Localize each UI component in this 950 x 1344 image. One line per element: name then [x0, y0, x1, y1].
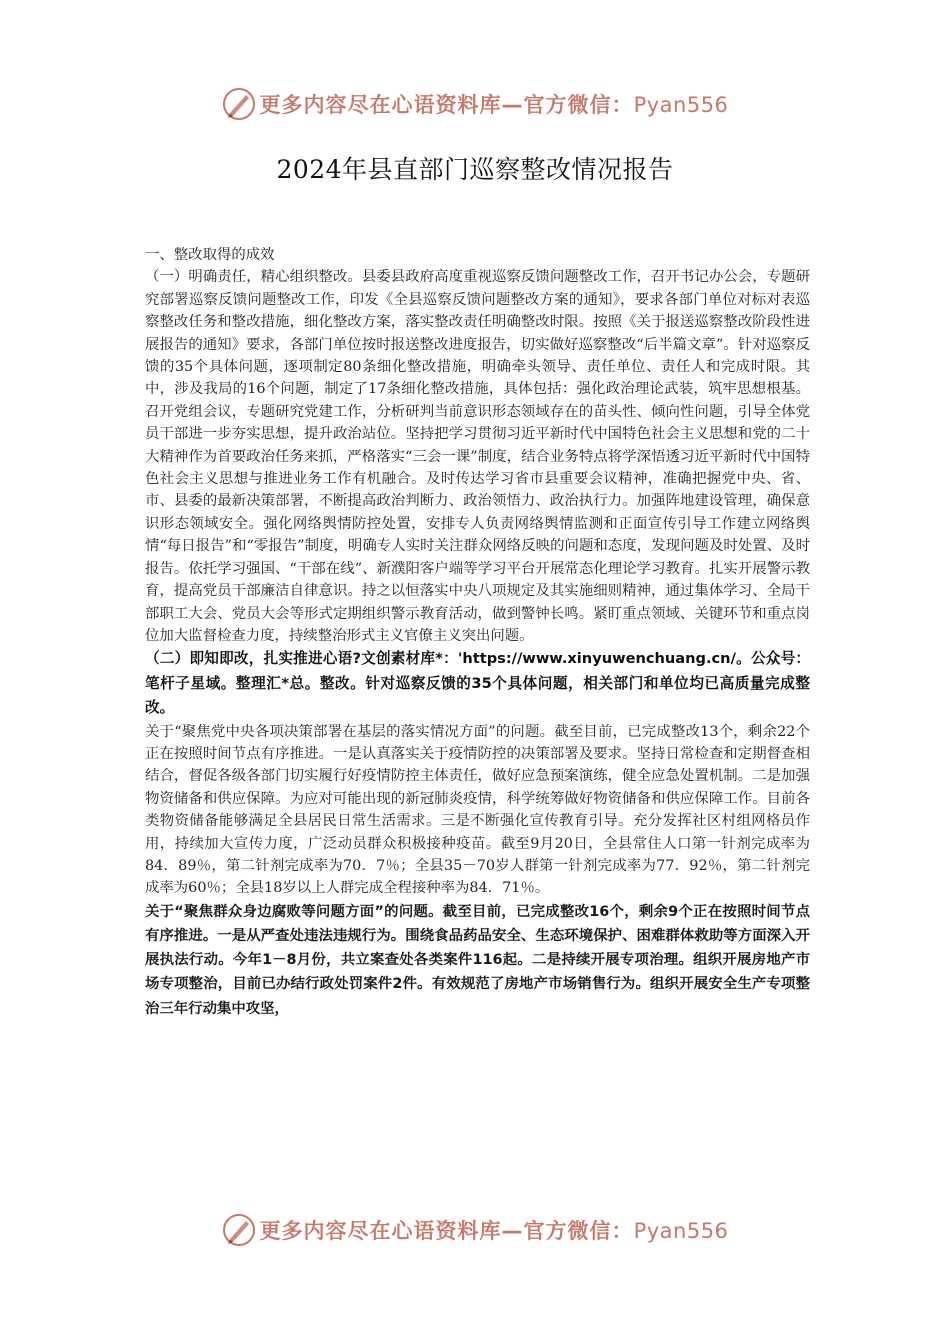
banner-wechat-id: Pyan556 [633, 1219, 729, 1243]
banner-label: 更多内容尽在心语资料库—官方微信： [259, 93, 634, 117]
pen-logo-icon [222, 1213, 256, 1247]
paragraph-grassroots-corruption: 关于“聚焦群众身边腐败等问题方面”的问题。截至目前，已完成整改16个，剩余9个正在按照时间节点有序推进。一是从严查处违法违规行为。围绕食品药品安全、生态环境保护、困难群体救助等方面深入开展执法行动。今年1－8月份，共立案查处各类案件116起。二是持续开展专项治理。组织开展房地产市场专项整治，目前已办结行政处罚案件2件。有效规范了房地产市场销售行为。组织开展安全生产专项整治三年行动集中攻坚， [145, 903, 810, 1017]
pen-logo-icon [222, 87, 256, 121]
section-heading: 一、整改取得的成效 [145, 247, 275, 263]
header-watermark-banner [0, 84, 950, 124]
paragraph-responsibility: （一）明确责任，精心组织整改。县委县政府高度重视巡察反馈问题整改工作，召开书记办公会，专题研究部署巡察反馈问题整改工作，印发《全县巡察反馈问题整改方案的通知》，要求各部门单位对标对表巡察整改任务和整改措施，细化整改方案，落实整改责任明确整改时限。按照《关于报送巡察整改阶段性进展报告的通知》要求，各部门单位按时报送整改进度报告，切实做好巡察整改“后半篇文章”。针对巡察反馈的35个具体问题，逐项制定80条细化整改措施，明确牵头领导、责任单位、责任人和完成时限。其中，涉及我局的16个问题，制定了17条细化整改措施，具体包括：强化政治理论武装，筑牢思想根基。召开党组会议，专题研究党建工作，分析研判当前意识形态领域存在的苗头性、倾向性问题，引导全体党员干部进一步夯实思想，提升政治站位。坚持把学习贯彻习近平新时代中国特色社会主义思想和党的二十大精神作为首要政治任务来抓，严格落实“三会一课”制度，结合业务特点将学深悟透习近平新时代中国特色社会主义思想与推进业务工作有机融合。及时传达学习省市县重要会议精神，准确把握党中央、省、市、县委的最新决策部署，不断提高政治判断力、政治领悟力、政治执行力。加强阵地建设管理，确保意识形态领域安全。强化网络舆情防控处置，安排专人负责网络舆情监测和正面宣传引导工作建立网络舆情“每日报告”和“零报告”制度，明确专人实时关注群众网络反映的问题和态度，发现问题及时处置、及时报告。依托学习强国、“干部在线”、新濮阳客户端等学习平台开展常态化理论学习教育。扎实开展警示教育，提高党员干部廉洁自律意识。持之以恒落实中央八项规定及其实施细则精神，通过集体学习、全局干部职工大会、党员大会等形式定期组织警示教育活动，做到警钟长鸣。紧盯重点领域、关键环节和重点岗位加大监督检查力度，持续整治形式主义官僚主义突出问题。 [145, 269, 810, 644]
document-body [145, 244, 810, 1021]
banner-wechat-id: Pyan556 [633, 93, 729, 117]
banner-text [260, 89, 729, 119]
document-title: 2024年县直部门巡察整改情况报告 [276, 155, 674, 184]
paragraph-policy-implementation: 关于“聚焦党中央各项决策部署在基层的落实情况方面”的问题。截至目前，已完成整改13个，剩余22个正在按照时间节点有序推进。一是认真落实关于疫情防控的决策部署及要求。坚持日常检查和定期督查相结合，督促各级各部门切实履行好疫情防控主体责任，做好应急预案演练，健全应急处置机制。二是加强物资储备和供应保障。为应对可能出现的新冠肺炎疫情，科学统筹做好物资储备和供应保障工作。目前各类物资储备能够满足全县居民日常生活需求。三是不断强化宣传教育引导。充分发挥社区村组网格员作用，持续加大宣传力度，广泛动员群众积极接种疫苗。截至9月20日，全县常住人口第一针剂完成率为84．89％，第二针剂完成率为70．7％；全县35－70岁人群第一针剂完成率为77．92％，第二针剂完成率为60％；全县18岁以上人群完成全程接种率为84．71％。 [145, 723, 810, 897]
footer-watermark-banner [0, 1210, 950, 1250]
banner-text [260, 1215, 729, 1245]
paragraph-rectify-now: （二）即知即改，扎实推进心语?文创素材库*：'https://www.xinyuwenchuang.cn/。公众号：笔杆子星域。整理汇*总。整改。针对巡察反馈的35个具体问题，相关部门和单位均已高质量完成整改。 [145, 650, 810, 717]
banner-label: 更多内容尽在心语资料库—官方微信： [259, 1219, 634, 1243]
